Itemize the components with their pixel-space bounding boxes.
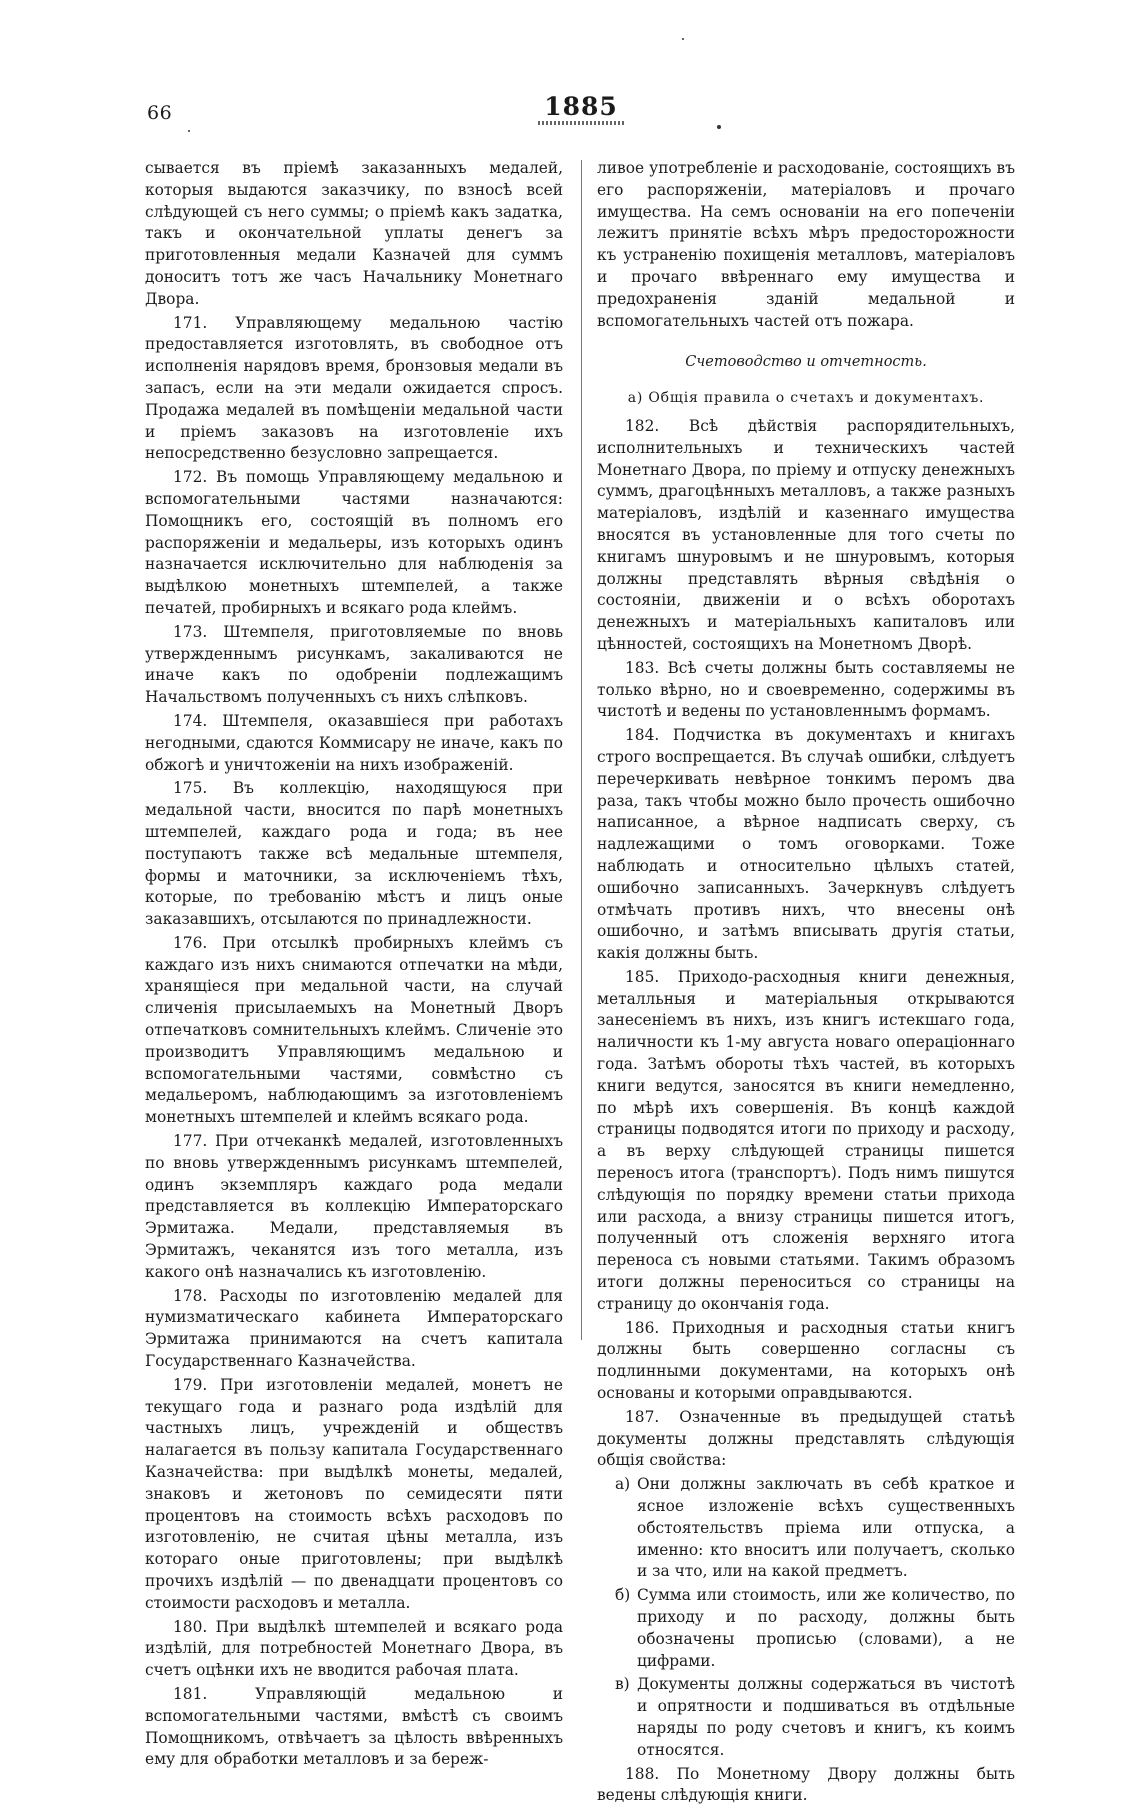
paragraph: 173. Штемпеля, приготовляемые по вновь утвержденнымъ рисункамъ, закаливаются не иначе какъ по одобреніи подлежащимъ Начальствомъ полученныхъ съ нихъ слѣпковъ. [145,622,563,707]
paragraph: 181. Управляющій медальною и вспомогательными частями, вмѣстѣ съ своимъ Помощникомъ, отвѣчаетъ за цѣлость ввѣренныхъ ему для обработки металловъ и за береж- [145,1684,563,1769]
paragraph: 175. Въ коллекцію, находящуюся при медальной части, вносится по парѣ монетныхъ штемпелей, каждаго рода и года; въ нее поступаютъ также всѣ медальные штемпеля, формы и маточники, за исключеніемъ тѣхъ, которые, по требованію мѣстъ и лицъ оные заказавшихъ, отсылаются по принадлежности. [145,779,563,929]
left-column [145,158,563,1773]
list-text: Сумма или стоимость, или же количество, по приходу и по расходу, должны быть обозначены прописью (словами), а не цифрами. [637,1586,1015,1670]
section-title: Счетоводство и отчетность. [685,354,927,371]
paragraph: 171. Управляющему медальною частію предоставляется изготовлять, въ свободное отъ исполненія нарядовъ время, бронзовыя медали въ запасъ, если на эти медали ожидается спросъ. Продажа медалей въ помѣщеніи медальной части и пріемъ заказовъ на изготовленіе ихъ непосредственно безусловно запрещается. [145,313,563,463]
list-marker: в) [615,1675,630,1694]
print-speck [717,125,721,129]
paragraph: 184. Подчистка въ документахъ и книгахъ строго воспрещается. Въ случаѣ ошибки, слѣдуетъ перечеркивать невѣрное тонкимъ перомъ два раза, такъ чтобы можно было прочесть ошибочно написанное, а вѣрное надписать сверху, съ надлежащими о томъ оговорками. Тоже наблюдать и относительно цѣлыхъ статей, ошибочно записанныхъ. Зачеркнувъ слѣдуетъ отмѣчать противъ нихъ, что внесены онѣ ошибочно, и затѣмъ вписывать другія статьи, какія должны быть. [597,726,1015,963]
paragraph: ливое употребленіе и расходованіе, состоящихъ въ его распоряженіи, матеріаловъ и прочаго имущества. На семъ основаніи на его попеченіи лежитъ принятіе всѣхъ мѣръ предосторожности къ устраненію похищенія металловъ, матеріаловъ и прочаго ввѣреннаго ему имущества и предохраненія зданій медальной и вспомогательныхъ частей отъ пожара. [597,159,1015,330]
list-marker: б) [615,1586,631,1605]
paragraph: 187. Означенные въ предыдущей статьѣ документы должны представлять слѣдующія общія свойства: [597,1407,1015,1470]
paragraph: 178. Расходы по изготовленію медалей для нумизматическаго кабинета Императорскаго Эрмитажа принимаются на счетъ капитала Государственнаго Казначейства. [145,1286,563,1371]
paragraph: 177. При отчеканкѣ медалей, изготовленныхъ по вновь утвержденнымъ рисункамъ штемпелей, одинъ экземпляръ каждаго рода медали представляется въ коллекцію Императорскаго Эрмитажа. Медали, представляемыя въ Эрмитажъ, чеканятся изъ того металла, изъ какого онѣ назначались къ изготовленію. [145,1132,563,1281]
paragraph: 182. Всѣ дѣйствія распорядительныхъ, исполнительныхъ и техническихъ частей Монетнаго Двора, по пріему и отпуску денежныхъ суммъ, драгоцѣнныхъ металловъ, а также разныхъ матеріаловъ, издѣлій и казеннаго имущества вносятся въ установленные для того счеты по книгамъ шнуровымъ и не шнуровымъ, которыя должны представлять вѣрныя свѣдѣнія о состояніи, движеніи и о всѣхъ оборотахъ денежныхъ и матеріальныхъ капиталовъ или цѣнностей, состоящихъ на Монетномъ Дворѣ. [597,416,1015,653]
paragraph: 185. Приходо-расходныя книги денежныя, металльныя и матеріальныя открываются занесеніемъ въ нихъ, изъ книгъ истекшаго года, наличности къ 1-му августа новаго операціоннаго года. Затѣмъ обороты тѣхъ частей, въ которыхъ книги ведутся, заносятся въ книги немедленно, по мѣрѣ ихъ совершенія. Въ концѣ каждой страницы подводятся итоги по приходу и расходу, а въ верху слѣдующей страницы пишется переносъ итога (транспортъ). Подъ нимъ пишутся слѣдующія по порядку времени статьи прихода или расхода, а внизу страницы пишется итогъ, полученный отъ сложенія верхняго итога переноса съ новыми статьями. Такимъ образомъ итоги должны переноситься со страницы на страницу до окончанія года. [597,967,1015,1313]
print-speck [188,130,190,132]
year-header: 1885 [544,92,618,121]
right-column [597,158,1015,1809]
paragraph: 176. При отсылкѣ пробирныхъ клеймъ съ каждаго изъ нихъ снимаются отпечатки на мѣди, хранящіеся при медальной части, на случай сличенія присылаемыхъ на Монетный Дворъ отпечатковъ сомнительныхъ клеймъ. Сличеніе это производитъ Управляющимъ медальною и вспомогательными частями, совмѣстно съ медальеромъ, наблюдающимъ за изготовленіемъ монетныхъ штемпелей и клеймъ всякаго рода. [145,933,563,1127]
print-speck [682,38,684,40]
list-item [597,1474,1015,1583]
paragraph: 180. При выдѣлкѣ штемпелей и всякаго рода издѣлій, для потребностей Монетнаго Двора, въ счетъ оцѣнки ихъ не вводится рабочая плата. [145,1617,563,1680]
paragraph: 172. Въ помощь Управляющему медальною и вспомогательными частями назначаются: Помощникъ его, состоящій въ полномъ его распоряженіи и медальеры, изъ которыхъ одинъ назначается исключительно для наблюденія за выдѣлкою монетныхъ штемпелей, а также печатей, пробирныхъ и всякаго рода клеймъ. [145,468,563,617]
page-number: 66 [147,102,173,124]
list-text: Они должны заключать въ себѣ краткое и ясное изложеніе всѣхъ существенныхъ обстоятельствъ пріема или отпуска, а именно: кто вноситъ или получаетъ, сколько и за что, или на какой предметъ. [637,1475,1015,1581]
paragraph: 174. Штемпеля, оказавшіеся при работахъ негодными, сдаются Коммисару не иначе, какъ по обжогѣ и уничтоженіи на нихъ изображеній. [145,711,563,774]
paragraph: 186. Приходныя и расходныя статьи книгъ должны быть совершенно согласны съ подлинными документами, на которыхъ онѣ основаны и которыми оправдываются. [597,1318,1015,1403]
list-item [597,1674,1015,1761]
column-divider [581,160,582,1340]
paragraph: 179. При изготовленіи медалей, монетъ не текущаго года и разнаго рода издѣлій для частныхъ лицъ, учрежденій и обществъ налагается въ пользу капитала Государственнаго Казначейства: при выдѣлкѣ монеты, медалей, знаковъ и жетоновъ по семидесяти пяти процентовъ на стоимость всѣхъ расходовъ по изготовленію, не считая цѣны металла, изъ котораго оные приготовлены; при выдѣлкѣ прочихъ издѣлій — по двенадцати процентовъ со стоимости расходовъ и металла. [145,1375,563,1612]
list-text: Документы должны содержаться въ чистотѣ и опрятности и подшиваться въ отдѣльные наряды по роду счетовъ и книгъ, къ коимъ относятся. [637,1675,1015,1759]
subsection-title: а) Общія правила о счетахъ и документахъ. [627,390,985,407]
list-item [597,1585,1015,1672]
paragraph: 183. Всѣ счеты должны быть составляемы не только вѣрно, но и своевременно, содержимы въ чистотѣ и ведены по установленнымъ формамъ. [597,658,1015,721]
list-marker: а) [615,1475,631,1494]
paragraph: 188. По Монетному Двору должны быть ведены слѣдующія книги. [597,1764,1015,1805]
year-underline [538,121,626,125]
paragraph: сывается въ пріемѣ заказанныхъ медалей, которыя выдаются заказчику, по взносѣ всей слѣдующей съ него суммы; о пріемѣ какъ задатка, такъ и окончательной уплаты денегъ за приготовленныя медали Казначей для суммъ доноситъ тотъ же часъ Начальнику Монетнаго Двора. [145,159,563,308]
